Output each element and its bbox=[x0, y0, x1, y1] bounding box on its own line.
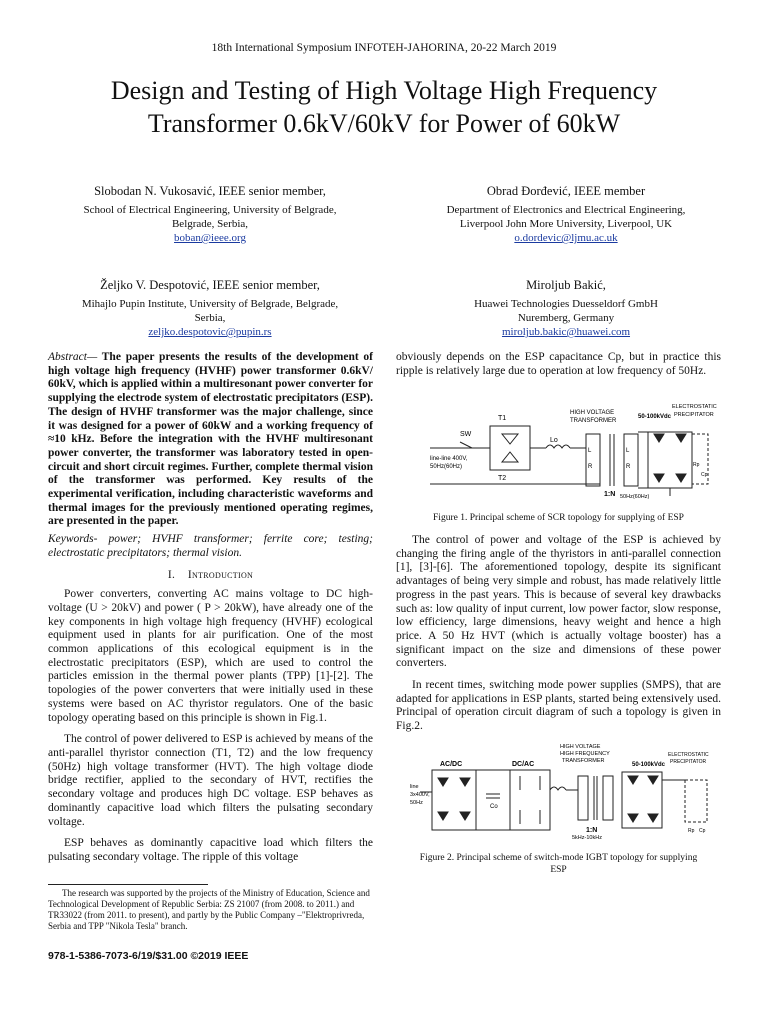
fig1-label-r1: R bbox=[588, 464, 593, 470]
fig1-label-dc: 50-100kVdc bbox=[638, 414, 672, 420]
fig1-label-input-2: 50Hz(60Hz) bbox=[430, 464, 463, 470]
fig1-label-lo: Lo bbox=[550, 437, 558, 444]
author-affiliation: Department of Electronics and Electrical Engineering, bbox=[446, 204, 686, 216]
figure-2-caption-line-2: ESP bbox=[550, 865, 567, 875]
author-email[interactable]: boban@ieee.org bbox=[174, 232, 246, 244]
fig2-label-line-2: 3x400V, bbox=[410, 792, 430, 798]
section-number: I. bbox=[167, 568, 176, 581]
abstract bbox=[48, 351, 373, 529]
fig1-label-t2: T2 bbox=[498, 475, 507, 482]
paper-title bbox=[30, 74, 738, 140]
fig2-label-ratio: 1:N bbox=[586, 827, 598, 834]
author-affiliation: Serbia, bbox=[194, 312, 226, 324]
fig1-label-sw: SW bbox=[460, 431, 472, 438]
author-block-4 bbox=[396, 278, 736, 339]
fig1-label-l1: L bbox=[588, 448, 592, 454]
author-affiliation: Belgrade, Serbia, bbox=[171, 218, 249, 230]
title-line-2: Transformer 0.6kV/60kV for Power of 60kW bbox=[147, 109, 621, 138]
paragraph: The control of power delivered to ESP is achieved by means of the anti-parallel thyristor connection (T1, T2) and the low frequency (50Hz) high voltage transformer (HVT). The high voltage diode bridge rectifier, applied to the secondary of HVT, rectifies the secondary voltage and produces high DC voltage. ESP behaves as dominantly capacitive load which filters the pulsating secondary voltage. bbox=[48, 733, 373, 828]
paragraph: The control of power and voltage of the ESP is achieved by changing the firing angle of the thyristors in anti-parallel connection [1], [3]-[6]. The aforementioned topology, despite its significant advantages of being very simple and robust, has made relatively little progress in the past years. This is because of several key drawbacks such as: low quality of input current, low power factor, slow response, low efficiency, large dimensions, heavy weight and hence a high price. A 50 Hz HVT (which is actually voltage booster) has a significant impact on the size and dimensions of these power converters. bbox=[396, 534, 721, 670]
fig2-label-co: Co bbox=[490, 804, 498, 810]
title-line-1: Design and Testing of High Voltage High Frequency bbox=[110, 76, 658, 105]
fig2-label-hvt-1: HIGH VOLTAGE bbox=[560, 744, 601, 750]
fig1-label-freq: 50Hz(60Hz) bbox=[620, 494, 650, 500]
author-affiliation: Mihajlo Pupin Institute, University of Belgrade, Belgrade, bbox=[81, 298, 339, 310]
author-affiliation: School of Electrical Engineering, University of Belgrade, bbox=[83, 204, 337, 216]
author-name: Željko V. Despotović, IEEE senior member, bbox=[100, 278, 320, 292]
fig2-label-cp: Cp bbox=[699, 828, 706, 834]
author-block-2 bbox=[396, 184, 736, 245]
fig2-label-hvt-2: HIGH FREQUENCY bbox=[560, 751, 610, 757]
author-email[interactable]: zeljko.despotovic@pupin.rs bbox=[148, 326, 272, 338]
isbn-line: 978-1-5386-7073-6/19/$31.00 ©2019 IEEE bbox=[48, 950, 249, 962]
footnote: The research was supported by the projects of the Ministry of Education, Science and Technological Development of Republic Serbia: ZS 21007 (from 2008. to 2011.) and TR33022 (from 2011. to present), and partly by the Public Company –"Elektroprivreda, Serbia and TPP "Nikola Tesla" branch. bbox=[48, 888, 370, 931]
author-name: Miroljub Bakić, bbox=[526, 278, 606, 292]
fig1-label-cp: Cp bbox=[701, 472, 708, 478]
author-block-1 bbox=[30, 184, 390, 245]
author-name: Obrad Đorđević, IEEE member bbox=[486, 184, 646, 198]
author-email[interactable]: o.dordevic@ljmu.ac.uk bbox=[514, 232, 618, 244]
fig2-label-dc: 50-100kVdc bbox=[632, 762, 666, 768]
fig2-label-line-1: line bbox=[410, 784, 419, 790]
conference-header: 18th International Symposium INFOTEH-JAHORINA, 20-22 March 2019 bbox=[211, 42, 557, 54]
author-email[interactable]: miroljub.bakic@huawei.com bbox=[501, 326, 631, 338]
fig2-label-rp: Rp bbox=[688, 828, 695, 834]
fig2-label-hvt-3: TRANSFORMER bbox=[562, 758, 605, 764]
section-title: Introduction bbox=[187, 568, 254, 581]
fig2-label-esp-2: PRECIPITATOR bbox=[670, 759, 707, 765]
fig1-label-rp: Rp bbox=[693, 462, 700, 468]
fig2-label-acdc: AC/DC bbox=[440, 761, 463, 768]
fig1-label-hvt-1: HIGH VOLTAGE bbox=[570, 410, 615, 416]
author-affiliation: Nuremberg, Germany bbox=[517, 312, 615, 324]
fig2-label-freq: 5kHz-10kHz bbox=[572, 835, 602, 841]
section-heading-introduction bbox=[48, 569, 373, 583]
left-column bbox=[48, 351, 373, 873]
fig2-label-esp-1: ELECTROSTATIC bbox=[668, 752, 709, 758]
figure-2-igbt-topology bbox=[410, 740, 715, 840]
figure-2-caption bbox=[396, 852, 721, 876]
right-column-top bbox=[396, 351, 721, 386]
figure-1-caption: Figure 1. Principal scheme of SCR topology for supplying of ESP bbox=[433, 513, 684, 523]
figure-2-caption-line-1: Figure 2. Principal scheme of switch-mode IGBT topology for supplying bbox=[419, 853, 698, 863]
paragraph: obviously depends on the ESP capacitance Cp, but in practice this ripple is relatively large due to operation at low frequency of 50Hz. bbox=[396, 351, 721, 377]
right-column-middle bbox=[396, 534, 721, 742]
fig1-label-l2: L bbox=[626, 448, 630, 454]
fig1-label-hvt-2: TRANSFORMER bbox=[570, 418, 617, 424]
figure-1-scr-topology bbox=[430, 404, 717, 500]
footnote-rule bbox=[48, 884, 208, 885]
fig1-label-esp-2: PRECIPITATOR bbox=[674, 412, 714, 418]
author-affiliation: Liverpool John More University, Liverpool, UK bbox=[459, 218, 673, 230]
author-affiliation: Huawei Technologies Duesseldorf GmbH bbox=[474, 298, 658, 310]
abstract-label: Abstract— bbox=[48, 351, 98, 363]
paragraph: Power converters, converting AC mains voltage to DC high-voltage (U > 20kV) and power ( P > 20kW), have already one of the key components in high voltage high frequency (HVHF) ecological equipment used in plants for air purification. One of the most common applications of this ecological equipment is in the electrostatic precipitators (ESP), which are used to control the particles emission in the thermal power plants (TPP) [1]-[2]. The topologies of the power converters that were initially used in these systems were based on AC thyristor regulators. One of the basic topology operating based on this principle is shown in Fig.1. bbox=[48, 588, 373, 724]
paragraph: ESP behaves as dominantly capacitive load which filters the pulsating secondary voltage. The ripple of this voltage bbox=[48, 837, 373, 863]
author-name: Slobodan N. Vukosavić, IEEE senior member, bbox=[94, 184, 326, 198]
fig1-label-r2: R bbox=[626, 464, 631, 470]
fig1-label-ratio: 1:N bbox=[604, 491, 616, 498]
fig1-label-input-1: line-line 400V, bbox=[430, 456, 468, 462]
abstract-text: The paper presents the results of the development of high voltage high frequency (HVHF) power transformer 0.6kV/ 60kV, which is applied within a multiresonant power converter for supplying the electrode system of electrostatic precipitators (ESP). The design of HVHF transformer was the major challenge, since it was designed for a power of 60kW and a working frequency of ≈10 kHz. Before the integration with the HVHF multiresonant power converter, the transformer was laboratory tested in open-circuit and short circuit regimes. Further, complete thermal vision of the transformer was performed. Key results of the experimental verification, including characteristic waveforms and thermal images for the previously mentioned operating regimes, are presented in the paper. bbox=[48, 351, 374, 528]
fig2-label-dcac: DC/AC bbox=[512, 761, 535, 768]
paragraph: In recent times, switching mode power supplies (SMPS), that are adapted for applications in ESP plants, started being extensively used. Principal of operation circuit diagram of such a topology is given in Fig.2. bbox=[396, 679, 721, 733]
fig1-label-t1: T1 bbox=[498, 415, 507, 422]
author-block-3 bbox=[30, 278, 390, 339]
fig2-label-line-3: 50Hz bbox=[410, 800, 423, 806]
fig1-label-esp-1: ELECTROSTATIC bbox=[672, 404, 717, 410]
keywords: Keywords- power; HVHF transformer; ferrite core; testing; electrostatic precipitators; thermal vision. bbox=[48, 533, 373, 559]
